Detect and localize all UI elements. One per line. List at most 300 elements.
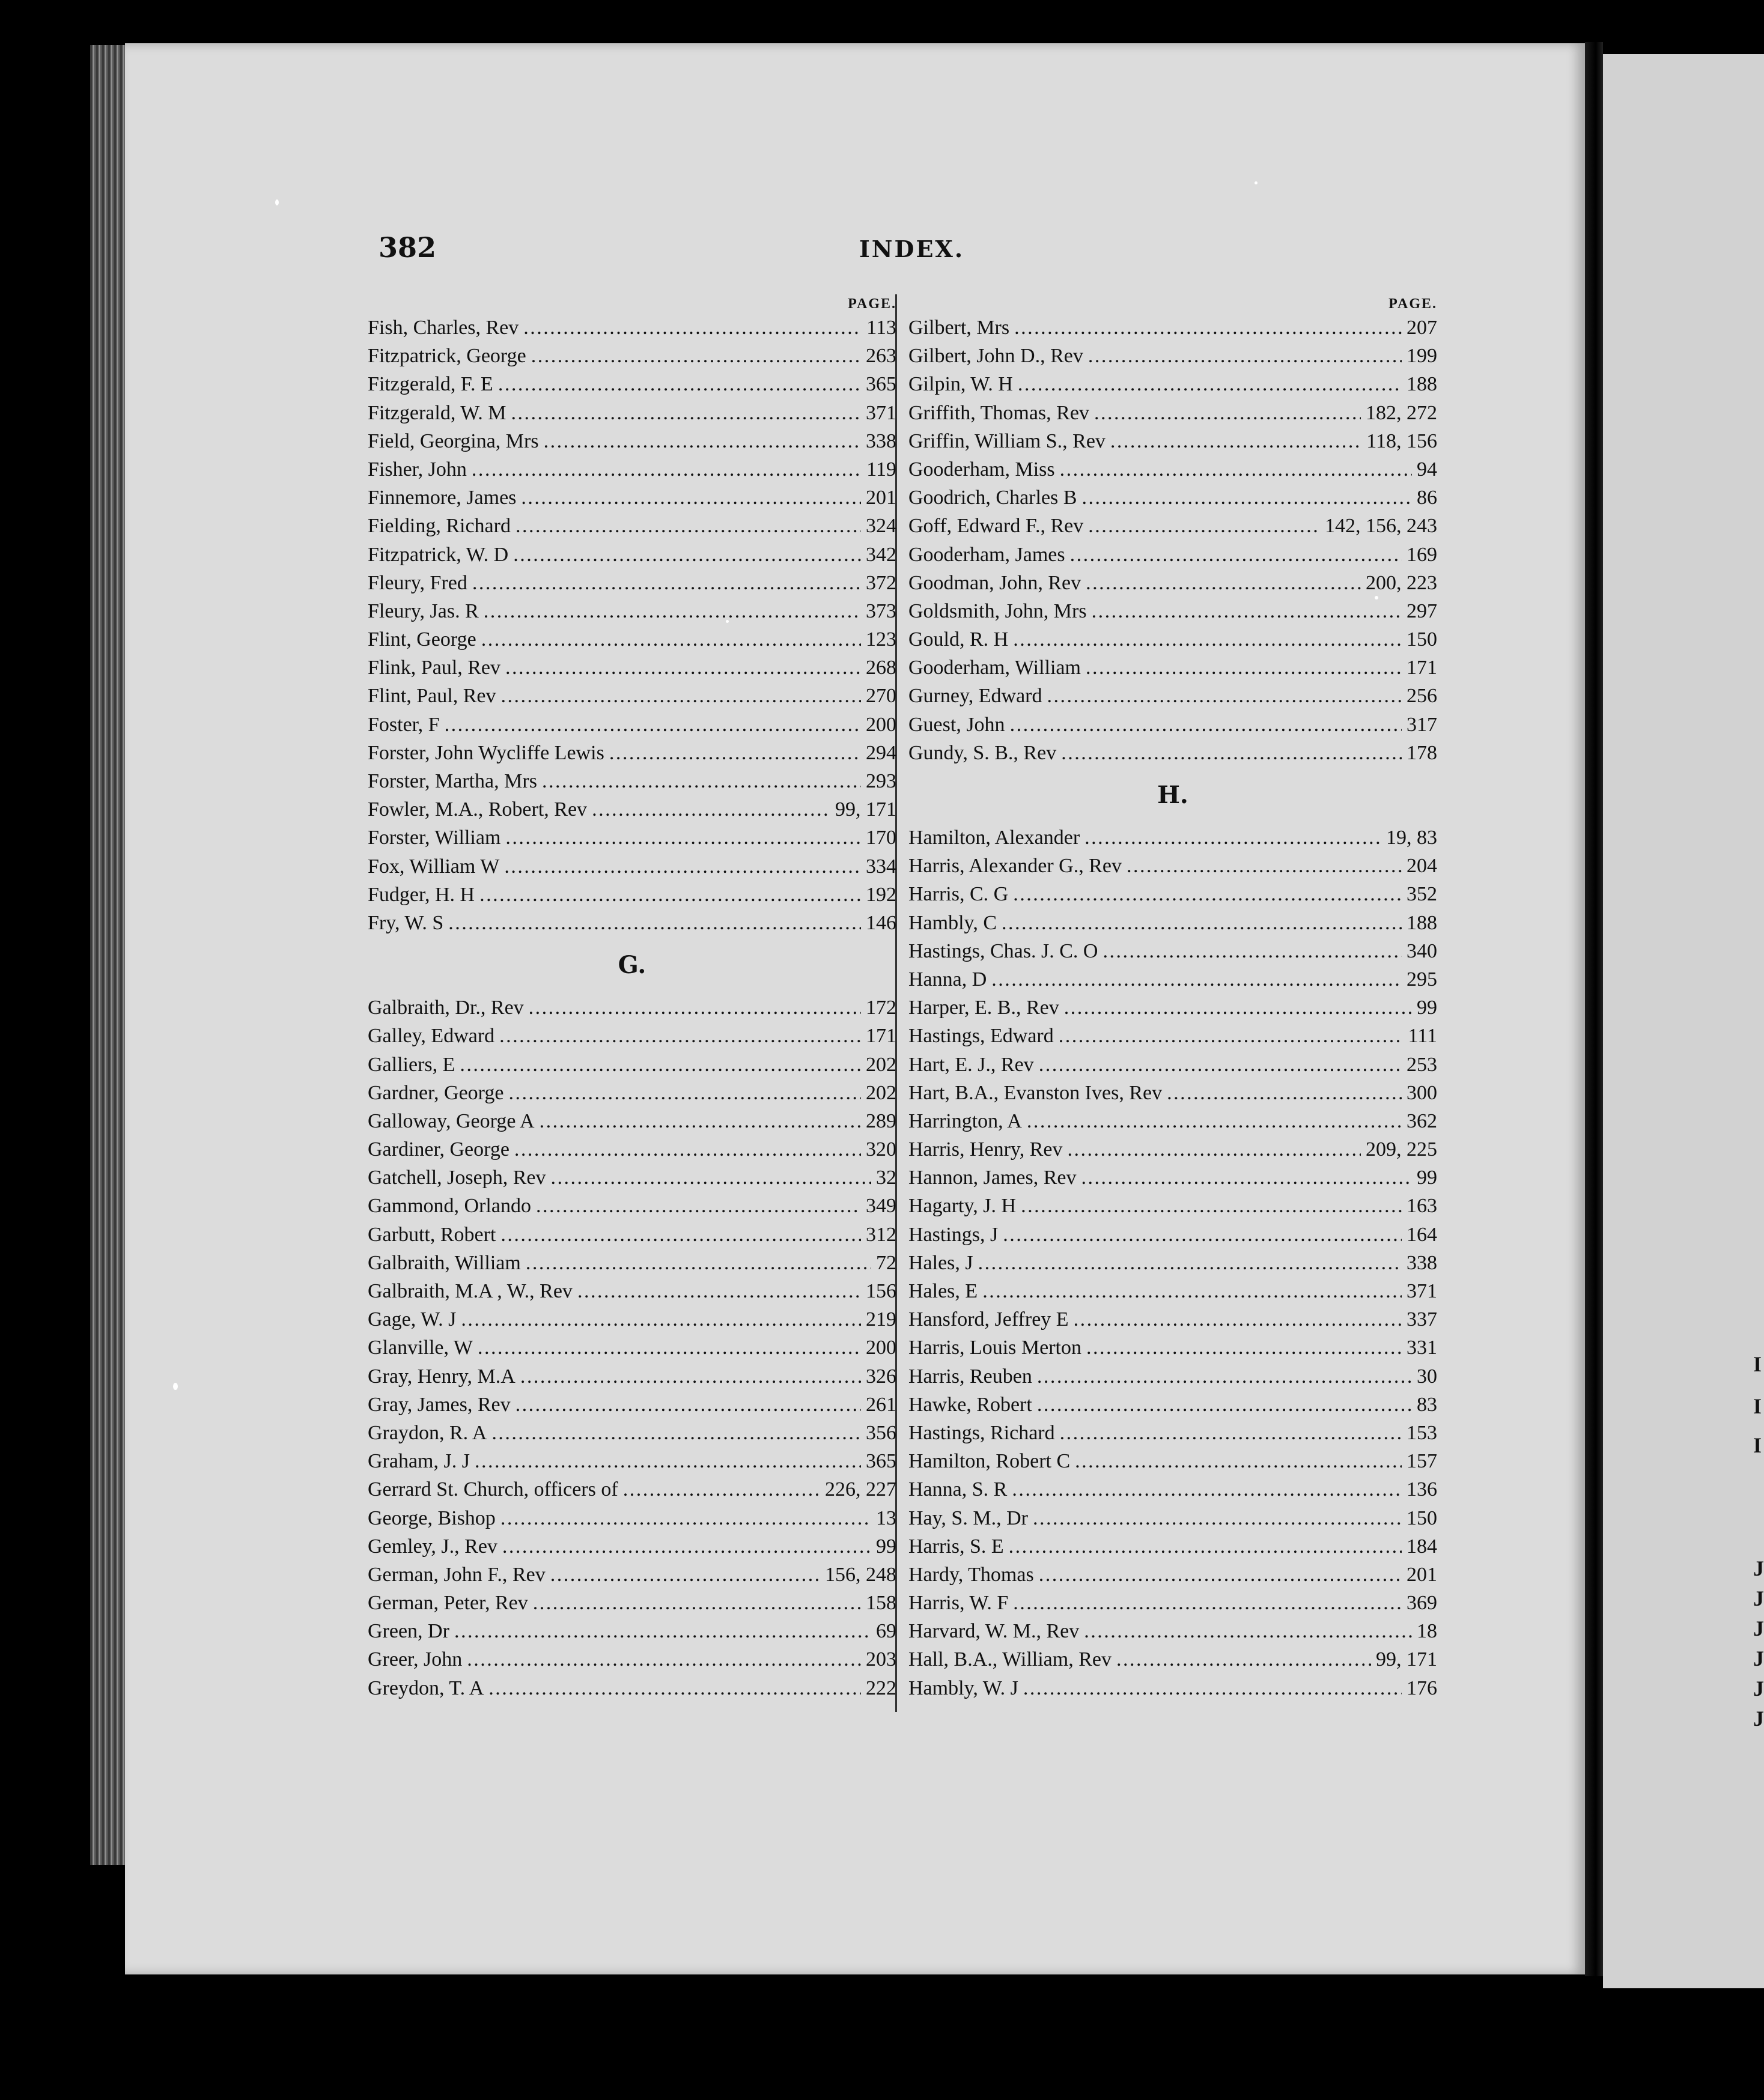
index-entry [368,1107,896,1135]
entry-name: Fudger, H. H [368,883,475,906]
leader-dots [1102,937,1402,965]
leader-dots [1021,1192,1402,1220]
running-head-title: INDEX. [859,235,965,262]
index-entry [908,1334,1437,1362]
leader-dots [531,342,861,370]
entry-pages: 365 [866,1450,896,1473]
entry-pages: 188 [1407,373,1437,396]
leader-dots [500,1221,861,1249]
leader-dots [445,711,861,739]
entry-pages: 118, 156 [1366,429,1437,452]
leader-dots [623,1475,820,1504]
entry-name: Forster, William [368,827,501,849]
entry-name: German, John F., Rev [368,1563,546,1586]
entry-pages: 334 [866,855,896,878]
entry-pages: 207 [1407,317,1437,339]
leader-dots [1070,541,1402,569]
entry-name: Gatchell, Joseph, Rev [368,1167,546,1189]
entry-name: Fleury, Fred [368,571,467,594]
index-entry [908,880,1437,908]
entry-pages: 170 [866,827,896,849]
entry-pages: 338 [866,429,896,452]
facing-page-letter: J [1753,1707,1764,1731]
index-entry [368,1334,896,1362]
index-entry [368,1135,896,1164]
index-entry [908,1192,1437,1220]
entry-name: Harrington, A [908,1109,1022,1132]
index-entry [908,1107,1437,1135]
entry-pages: 72 [876,1251,896,1274]
entry-name: Gilbert, Mrs [908,317,1010,339]
index-entry [368,1164,896,1192]
entry-name: Fitzpatrick, W. D [368,543,509,566]
entry-pages: 176 [1407,1677,1437,1699]
entry-name: Galliers, E [368,1053,455,1076]
entry-name: Gerrard St. Church, officers of [368,1478,618,1501]
index-entry [908,682,1437,710]
entry-name: Hart, B.A., Evanston Ives, Rev [908,1081,1163,1104]
entry-pages: 178 [1407,741,1437,764]
index-entry [908,1079,1437,1107]
index-entry [908,654,1437,682]
index-entry [908,994,1437,1022]
entry-pages: 169 [1407,543,1437,566]
index-entry [368,654,896,682]
leader-dots [1037,1362,1412,1391]
index-entry [368,739,896,767]
index-entry [368,852,896,881]
index-entry [368,1249,896,1277]
index-entry [368,597,896,625]
entry-name: Gardiner, George [368,1138,509,1161]
entry-pages: 202 [866,1081,896,1104]
entry-name: Fleury, Jas. R [368,599,479,622]
index-entry [368,682,896,710]
index-entry [908,597,1437,625]
facing-page-letter: J [1753,1616,1764,1640]
entry-pages: 369 [1407,1592,1437,1615]
leader-dots [1081,484,1412,512]
entry-name: Goff, Edward F., Rev [908,515,1084,538]
index-entry [368,1192,896,1220]
entry-pages: 69 [876,1620,896,1643]
entry-pages: 199 [1407,345,1437,368]
entry-pages: 268 [866,657,896,679]
index-entry [368,1419,896,1447]
entry-pages: 263 [866,345,896,368]
index-entry [368,625,896,654]
leader-dots [472,569,861,597]
index-entry [368,1532,896,1561]
entry-name: Flink, Paul, Rev [368,657,501,679]
entry-name: Fitzpatrick, George [368,345,526,368]
entry-pages: 365 [866,373,896,396]
index-entry [368,569,896,597]
leader-dots [1064,994,1412,1022]
entry-pages: 200 [866,713,896,736]
entry-pages: 146 [866,911,896,934]
facing-page-letter: J [1753,1586,1764,1610]
index-entry [368,1362,896,1391]
entry-pages: 320 [866,1138,896,1161]
index-entry [368,541,896,569]
index-entry [368,1589,896,1617]
index-entry [368,484,896,512]
entry-pages: 270 [866,685,896,708]
index-entry [368,909,896,937]
index-entry [908,399,1437,427]
leader-dots [526,1249,871,1277]
leader-dots [516,512,861,540]
index-entry [908,1589,1437,1617]
leader-dots [511,399,861,427]
leader-dots [1013,625,1402,654]
entry-pages: 202 [866,1053,896,1076]
index-entry [368,427,896,455]
leader-dots [1088,512,1320,540]
entry-name: Gilbert, John D., Rev [908,345,1083,368]
leader-dots [1086,654,1402,682]
leader-dots [1086,1334,1402,1362]
entry-name: Fowler, M.A., Robert, Rev [368,798,588,821]
entry-pages: 261 [866,1393,896,1416]
index-entry [908,1504,1437,1532]
index-entry [908,1617,1437,1645]
leader-dots [1002,909,1402,937]
entry-name: Hay, S. M., Dr [908,1507,1028,1529]
entry-pages: 356 [866,1421,896,1444]
leader-dots [577,1277,861,1305]
entry-name: Foster, F [368,713,440,736]
index-entry [908,1419,1437,1447]
facing-page-edge [1603,54,1764,1988]
index-entry [368,1051,896,1079]
entry-pages: 164 [1407,1223,1437,1246]
leader-dots [488,1674,861,1702]
entry-pages: 119 [866,458,896,481]
entry-list [368,314,896,937]
index-entry [368,1475,896,1504]
entry-pages: 219 [866,1308,896,1331]
entry-name: Gurney, Edward [908,685,1042,708]
index-entry [368,512,896,540]
entry-name: Flint, George [368,628,476,651]
entry-pages: 200 [866,1337,896,1359]
entry-pages: 150 [1407,628,1437,651]
entry-pages: 293 [866,770,896,792]
leader-dots [1037,1391,1412,1419]
index-entry [908,1164,1437,1192]
leader-dots [502,1532,871,1561]
entry-pages: 94 [1417,458,1437,481]
leader-dots [491,1419,861,1447]
leader-dots [1086,569,1361,597]
entry-name: Fox, William W [368,855,500,878]
entry-name: Fisher, John [368,458,467,481]
entry-pages: 158 [866,1592,896,1615]
leader-dots [1012,1475,1402,1504]
entry-name: Harris, C. G [908,883,1009,906]
entry-name: Fry, W. S [368,911,444,934]
entry-pages: 30 [1417,1365,1437,1388]
leader-dots [1033,1504,1402,1532]
facing-page-letter: I [1753,1394,1762,1418]
entry-name: Flint, Paul, Rev [368,685,496,708]
leader-dots [536,1192,861,1220]
leader-dots [505,654,861,682]
entry-pages: 18 [1417,1620,1437,1643]
entry-list [908,314,1437,767]
entry-pages: 256 [1407,685,1437,708]
entry-pages: 317 [1407,713,1437,736]
index-entry [368,994,896,1022]
entry-name: Fish, Charles, Rev [368,317,519,339]
leader-dots [1060,1419,1402,1447]
entry-pages: 13 [876,1507,896,1529]
index-entry [908,909,1437,937]
leader-dots [529,994,861,1022]
entry-name: Gage, W. J [368,1308,457,1331]
index-entry [908,484,1437,512]
entry-pages: 294 [866,741,896,764]
entry-name: Gooderham, William [908,657,1081,679]
leader-dots [1059,1022,1404,1050]
index-entry [908,1362,1437,1391]
entry-pages: 111 [1408,1025,1437,1048]
leader-dots [1039,1561,1402,1589]
entry-name: Gould, R. H [908,628,1009,651]
entry-name: Goodrich, Charles B [908,487,1077,509]
entry-pages: 312 [866,1223,896,1246]
leader-dots [520,1362,861,1391]
index-entry [908,1221,1437,1249]
index-entry [368,342,896,370]
entry-name: Hamilton, Alexander [908,827,1080,849]
index-entry [908,739,1437,767]
index-entry [908,1645,1437,1674]
entry-name: Field, Georgina, Mrs [368,429,539,452]
entry-pages: 324 [866,515,896,538]
leader-dots [1013,1589,1402,1617]
entry-pages: 371 [866,401,896,424]
entry-name: Glanville, W [368,1337,473,1359]
entry-name: Gundy, S. B., Rev [908,741,1057,764]
page-column-heading: PAGE. [1388,296,1437,312]
leader-dots [1092,597,1402,625]
leader-dots [508,1079,861,1107]
leader-dots [1110,427,1361,455]
page-stack-edge [90,45,126,1865]
leader-dots [592,795,830,824]
entry-pages: 295 [1407,968,1437,991]
entry-name: Fitzgerald, F. E [368,373,493,396]
entry-name: Hales, J [908,1251,973,1274]
entry-name: Hansford, Jeffrey E [908,1308,1069,1331]
entry-name: Guest, John [908,713,1005,736]
index-entry [908,1532,1437,1561]
entry-pages: 352 [1407,883,1437,906]
index-entry [368,1561,896,1589]
leader-dots [1061,739,1402,767]
entry-name: Galbraith, William [368,1251,521,1274]
index-entry [368,314,896,342]
entry-pages: 150 [1407,1507,1437,1529]
leader-dots [1088,342,1402,370]
entry-pages: 209, 225 [1366,1138,1437,1161]
entry-name: Green, Dr [368,1620,449,1643]
entry-name: Harris, Reuben [908,1365,1032,1388]
index-entry [368,1079,896,1107]
leader-dots [550,1561,820,1589]
entry-name: Harris, Alexander G., Rev [908,855,1122,878]
entry-pages: 182, 272 [1366,401,1437,424]
index-entry [908,1561,1437,1589]
entry-pages: 342 [866,543,896,566]
leader-dots [500,1504,871,1532]
index-entry [368,881,896,909]
entry-name: Hardy, Thomas [908,1563,1034,1586]
leader-dots [1023,1674,1402,1702]
index-entry [908,937,1437,965]
leader-dots [1074,1305,1402,1334]
index-entry [908,314,1437,342]
leader-dots [514,1135,861,1164]
entry-pages: 300 [1407,1081,1437,1104]
index-column-right [908,294,1437,1702]
entry-pages: 32 [876,1167,896,1189]
entry-pages: 371 [1407,1280,1437,1302]
entry-name: Gilpin, W. H [908,373,1013,396]
entry-name: Galbraith, Dr., Rev [368,997,524,1019]
index-entry [908,370,1437,398]
index-entry [368,1391,896,1419]
entry-pages: 142, 156, 243 [1325,515,1437,538]
entry-name: Greydon, T. A [368,1677,484,1699]
index-entry [908,852,1437,880]
leader-dots [1081,1164,1412,1192]
section-letter-h: H. [1157,781,1188,809]
entry-pages: 136 [1407,1478,1437,1501]
index-entry [908,1051,1437,1079]
entry-name: Hall, B.A., William, Rev [908,1648,1112,1671]
index-entry [368,824,896,852]
index-entry [908,541,1437,569]
entry-name: Forster, John Wycliffe Lewis [368,741,604,764]
entry-pages: 222 [866,1677,896,1699]
entry-pages: 157 [1407,1450,1437,1473]
entry-pages: 201 [1407,1563,1437,1586]
index-entry [908,1391,1437,1419]
entry-pages: 99 [1417,1167,1437,1189]
entry-pages: 203 [866,1648,896,1671]
entry-pages: 171 [866,1025,896,1048]
leader-dots [551,1164,872,1192]
entry-name: Hawke, Robert [908,1393,1032,1416]
entry-name: Hambly, W. J [908,1677,1018,1699]
leader-dots [516,1391,861,1419]
entry-pages: 362 [1407,1109,1437,1132]
entry-pages: 297 [1407,599,1437,622]
leader-dots [448,909,861,937]
entry-pages: 192 [866,883,896,906]
index-entry [908,1447,1437,1475]
index-entry [368,711,896,739]
entry-pages: 156, 248 [825,1563,896,1586]
entry-name: Harvard, W. M., Rev [908,1620,1080,1643]
entry-name: Hastings, Edward [908,1025,1054,1048]
paper-speck [275,199,279,205]
facing-page-letter: J [1753,1646,1764,1671]
entry-name: Harper, E. B., Rev [908,997,1059,1019]
index-entry [368,455,896,484]
entry-pages: 373 [866,599,896,622]
index-entry [908,965,1437,994]
entry-name: Forster, Martha, Mrs [368,770,537,792]
entry-name: Garbutt, Robert [368,1223,496,1246]
index-entry [368,1674,896,1702]
leader-dots [521,484,861,512]
page-column-heading: PAGE. [848,296,896,312]
entry-pages: 226, 227 [825,1478,896,1501]
index-entry [368,767,896,795]
index-entry [368,795,896,824]
index-entry [908,1305,1437,1334]
entry-pages: 200, 223 [1366,571,1437,594]
leader-dots [504,852,861,881]
leader-dots [478,1334,861,1362]
entry-name: George, Bishop [368,1507,496,1529]
entry-name: Finnemore, James [368,487,517,509]
entry-pages: 253 [1407,1053,1437,1076]
entry-pages: 337 [1407,1308,1437,1331]
entry-pages: 153 [1407,1421,1437,1444]
entry-name: Goldsmith, John, Mrs [908,599,1087,622]
entry-name: Gardner, George [368,1081,504,1104]
leader-dots [1084,1617,1412,1645]
section-letter-g: G. [618,951,646,980]
leader-dots [484,597,861,625]
entry-name: Harris, W. F [908,1592,1009,1615]
entry-name: Fielding, Richard [368,515,511,538]
entry-name: Gemley, J., Rev [368,1535,497,1558]
leader-dots [1039,1051,1402,1079]
leader-dots [1060,455,1412,484]
entry-pages: 201 [866,487,896,509]
index-entry [368,370,896,398]
entry-pages: 204 [1407,855,1437,878]
entry-pages: 99 [1417,997,1437,1019]
index-entry [908,1475,1437,1504]
entry-name: Galbraith, M.A , W., Rev [368,1280,573,1302]
entry-name: Greer, John [368,1648,463,1671]
facing-page-letter: J [1753,1556,1764,1580]
index-entry [908,1277,1437,1305]
index-column-left [368,294,896,1702]
entry-pages: 349 [866,1195,896,1218]
leader-dots [533,1589,861,1617]
entry-pages: 184 [1407,1535,1437,1558]
index-entry [368,1305,896,1334]
index-entry [368,1221,896,1249]
facing-page-letter: I [1753,1433,1762,1457]
entry-name: Hastings, Chas. J. C. O [908,939,1098,962]
entry-name: German, Peter, Rev [368,1592,528,1615]
entry-name: Harris, S. E [908,1535,1004,1558]
facing-page-letter: I [1753,1352,1762,1376]
leader-dots [505,824,861,852]
entry-pages: 123 [866,628,896,651]
leader-dots [1127,852,1402,880]
